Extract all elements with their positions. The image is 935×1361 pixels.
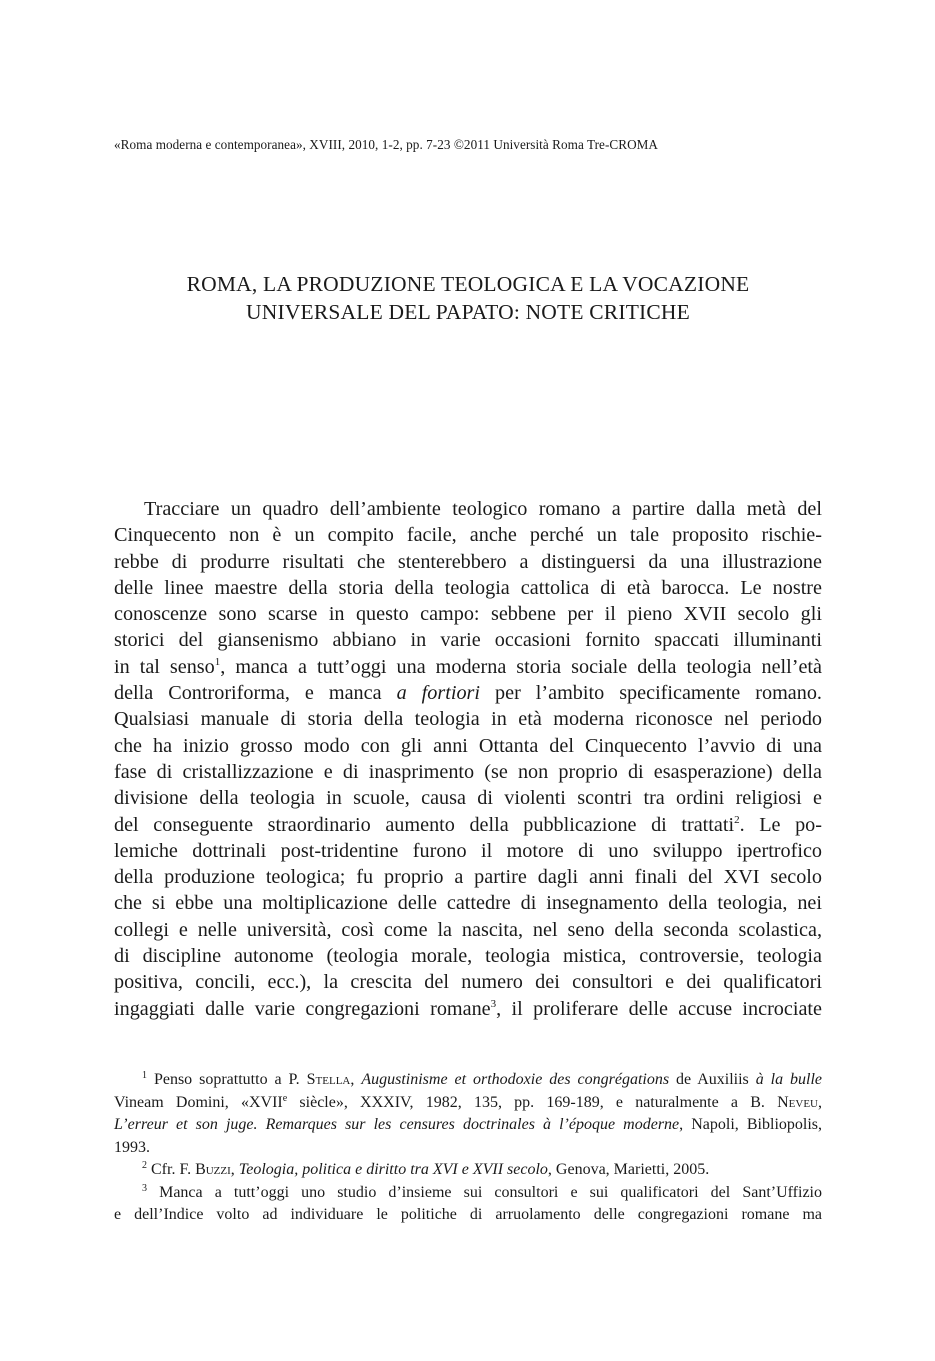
body-line bbox=[114, 654, 822, 680]
work-title: à la bulle bbox=[755, 1071, 823, 1088]
article-title bbox=[114, 270, 822, 326]
footnote-text: Cfr. F. bbox=[151, 1161, 196, 1178]
body-text-run: in tal senso bbox=[114, 655, 215, 678]
body-text-run: , manca a tutt’oggi una moderna storia sociale della teologia nell’età bbox=[220, 655, 823, 678]
footnote-text: , bbox=[230, 1161, 239, 1178]
running-head: «Roma moderna e contemporanea», XVIII, 2010, 1-2, pp. 7-23 ©2011 Università Roma Tre-CROMA bbox=[114, 137, 659, 152]
body-line: conoscenze sono scarse in questo campo: sebbene per il pieno XVII secolo gli bbox=[114, 603, 822, 626]
footnote-3-line bbox=[114, 1182, 822, 1205]
body-line: delle linee maestre della storia della teologia cattolica di età barocca. Le nostre bbox=[114, 576, 822, 599]
body-line: fase di cristallizzazione e di inasprimento (se non proprio di esasperazione) della bbox=[114, 760, 822, 783]
footnote-text: , Genova, Marietti, 2005. bbox=[547, 1161, 710, 1178]
footnote-ref-1[interactable]: 1 bbox=[214, 655, 221, 668]
body-line: che si ebbe una moltiplicazione delle cattedre di insegnamento della teologia, nei bbox=[114, 892, 822, 915]
footnote-ref-3[interactable]: 3 bbox=[490, 997, 497, 1010]
body-line: Cinquecento non è un compito facile, anche perché un tale proposito rischie- bbox=[114, 524, 822, 547]
footnote-text: siècle», XXXIV, 1982, 135, pp. 169-189, e naturalmente a B. bbox=[287, 1093, 778, 1111]
body-line: lemiche dottrinali post-tridentine furono il motore di uno sviluppo ipertrofico bbox=[114, 839, 822, 862]
body-line: Tracciare un quadro dell’ambiente teologico romano a partire dalla metà del bbox=[144, 498, 822, 520]
body-line: positiva, concili, ecc.), la crescita del numero dei consultori e dei qualificatori bbox=[114, 971, 822, 994]
footnote-text: Penso soprattutto a P. bbox=[153, 1071, 307, 1088]
body-line: che ha inizio grosso modo con gli anni Ottanta del Cinquecento l’avvio di una bbox=[114, 734, 822, 757]
body-text-run: della Controriforma, e manca bbox=[114, 682, 397, 705]
footnote-text: , bbox=[350, 1071, 362, 1088]
footnote-number: 1 bbox=[142, 1070, 147, 1081]
body-text-run: , il proliferare delle accuse incrociate bbox=[496, 997, 822, 1020]
body-line: della produzione teologica; fu proprio a partire dagli anni finali del XVI secolo bbox=[114, 866, 822, 889]
footnote-text: , bbox=[818, 1093, 823, 1111]
italic-phrase: a fortiori bbox=[396, 682, 480, 705]
body-line: di discipline autonome (teologia morale, teologia mistica, controversie, teologia bbox=[114, 945, 822, 968]
body-text-run: del conseguente straordinario aumento della pubblicazione di trattati bbox=[114, 813, 735, 836]
body-line: Qualsiasi manuale di storia della teologia in età moderna riconosce nel periodo bbox=[114, 708, 822, 731]
title-line-1: ROMA, LA PRODUZIONE TEOLOGICA E LA VOCAZIONE bbox=[186, 272, 750, 296]
author-name: Stella bbox=[306, 1071, 351, 1088]
body-line: rebbe di produrre risultati che stenterebbero a distinguersi da una illustrazione bbox=[114, 550, 822, 573]
footnote-number: 2 bbox=[142, 1160, 147, 1171]
work-title: Teologia, politica e diritto tra XVI e XVII secolo bbox=[238, 1161, 548, 1178]
body-line bbox=[114, 812, 822, 838]
footnote-ref-2[interactable]: 2 bbox=[734, 813, 740, 826]
body-line bbox=[114, 680, 822, 706]
body-line: storici del giansenismo abbiano in varie occasioni fornito spaccati illuminanti bbox=[114, 629, 822, 652]
footnote-1-line bbox=[114, 1069, 822, 1092]
work-title: Augustinisme et orthodoxie des congrégations bbox=[361, 1071, 670, 1088]
footnote-text: de Auxiliis bbox=[669, 1071, 756, 1088]
author-name: Neveu bbox=[777, 1093, 819, 1111]
body-line: divisione della teologia in scuole, causa di violenti scontri tra ordini religiosi e bbox=[114, 787, 822, 810]
superscript: e bbox=[282, 1092, 288, 1104]
body-paragraph bbox=[114, 496, 822, 1022]
footnote-1-line bbox=[114, 1114, 822, 1137]
body-line bbox=[114, 996, 822, 1022]
body-line: collegi e nelle università, così come la nascita, nel seno della seconda scolastica, bbox=[114, 918, 822, 941]
footnote-2-line bbox=[114, 1159, 822, 1182]
footnote-number: 3 bbox=[142, 1182, 147, 1194]
author-name: Buzzi bbox=[195, 1161, 231, 1178]
footnote-text: , Napoli, Bibliopolis, bbox=[679, 1116, 823, 1133]
footnote-1-line bbox=[114, 1092, 822, 1115]
footnote-3-line: e dell’Indice volto ad individuare le politiche di arruolamento delle congregazioni romane ma bbox=[114, 1206, 822, 1223]
work-title: L’erreur et son juge. Remarques sur les censures doctrinales à l’époque moderne bbox=[114, 1116, 680, 1133]
footnote-1-line: 1993. bbox=[114, 1138, 150, 1156]
body-text-run: ingaggiati dalle varie congregazioni romane bbox=[114, 997, 491, 1020]
footnote-text: Manca a tutt’oggi uno studio d’insieme sui consultori e sui qualificatori del Sant’Uffizio bbox=[159, 1183, 823, 1201]
footnotes bbox=[114, 1069, 822, 1227]
body-text-run: . Le po- bbox=[739, 813, 823, 836]
title-line-2: UNIVERSALE DEL PAPATO: NOTE CRITICHE bbox=[246, 300, 690, 324]
footnote-text: Vineam Domini, «XVII bbox=[114, 1093, 283, 1111]
body-text-run: per l’ambito specificamente romano. bbox=[480, 682, 822, 705]
